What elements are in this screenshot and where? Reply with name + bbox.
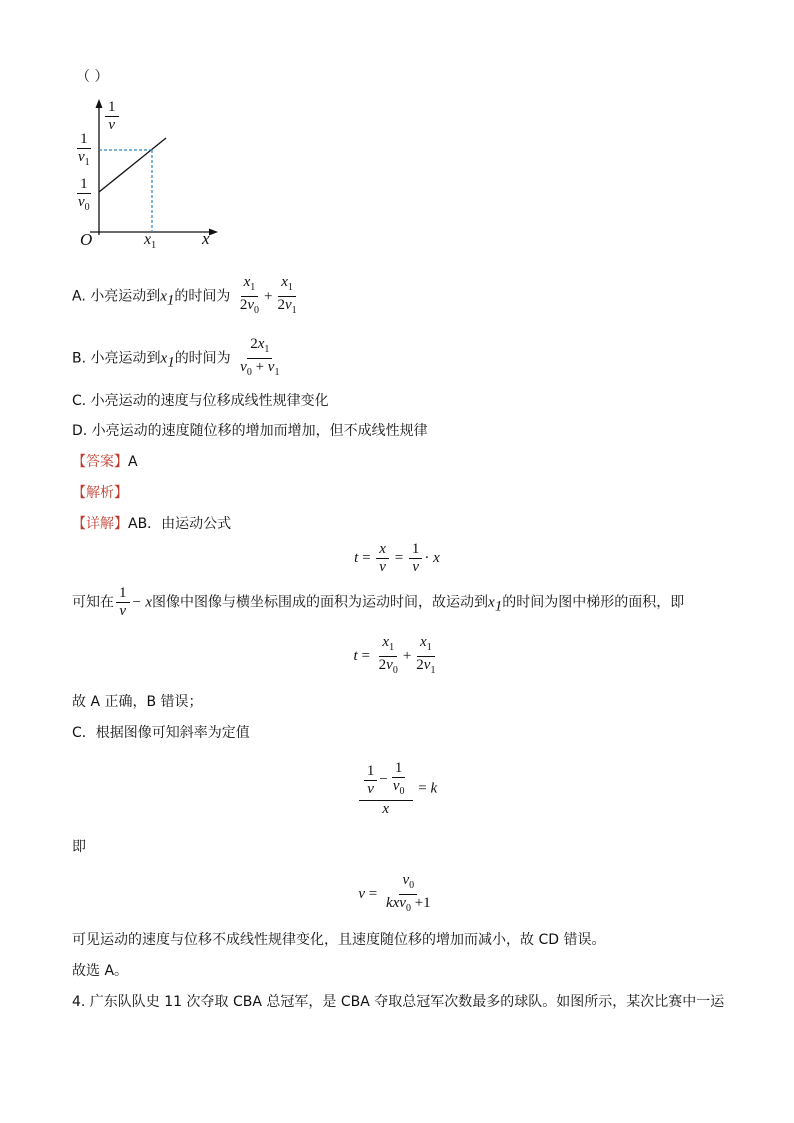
x1-var: x [144, 231, 152, 248]
detail-line [72, 514, 231, 534]
y-axis-label [105, 99, 119, 134]
para1-mid: 图像中图像与横坐标围成的面积为运动时间，故运动到 [152, 594, 489, 611]
tick-v0-num: 1 [77, 176, 91, 194]
question-4: 4. 广东队队史 11 次夺取 CBA 总冠军，是 CBA 夺取总冠军次数最多的球队。如图所示，某次比赛中一运 [72, 994, 725, 1010]
option-a-var: x [160, 288, 167, 305]
para1-graph: − x [131, 594, 153, 611]
x-axis-arrow-icon [209, 229, 218, 236]
option-c: C. 小亮运动的速度与位移成线性规律变化 [72, 393, 329, 409]
y-label-den: v [108, 117, 116, 133]
option-a-prefix: A. 小亮运动到 [72, 288, 161, 305]
ab-conclusion: 故 A 正确，B 错误； [72, 694, 203, 710]
answer-value: A [128, 454, 138, 470]
y-label-num: 1 [105, 99, 119, 117]
tick-1-over-v1 [75, 131, 93, 171]
data-line [99, 138, 166, 192]
tick-v1-den: v [78, 149, 85, 165]
x1-sub: 1 [151, 240, 157, 252]
tick-v0-sub: 0 [84, 202, 90, 213]
tick-1-over-v0 [75, 176, 93, 216]
option-b-sub: 1 [167, 354, 175, 371]
detail-label: 【详解】 [72, 516, 128, 532]
para1-sub: 1 [494, 598, 503, 615]
option-a-frac1: $\frac{x_1}{2v_0}$ [239, 274, 260, 316]
detail-text: AB．由运动公式 [128, 516, 232, 532]
para1-var: x [488, 594, 495, 611]
option-a-suffix: 的时间为 [174, 288, 231, 305]
option-b [72, 336, 284, 381]
option-b-prefix: B. 小亮运动到 [72, 350, 161, 367]
option-d: D. 小亮运动的速度随位移的增加而增加，但不成线性规律 [72, 423, 428, 439]
graph [70, 95, 230, 255]
option-a-frac2: $\frac{x_1}{2v_1}$ [277, 274, 297, 316]
tick-v1-num: 1 [77, 131, 91, 149]
option-b-suffix: 的时间为 [174, 350, 231, 367]
equation-t-x-over-v: t = $\frac{x}{v}$ = $\frac{1}{v}$ · x [354, 541, 440, 575]
ji: 即 [72, 839, 86, 855]
para1-prefix: 可知在 [72, 594, 114, 611]
choose-answer: 故选 A。 [72, 963, 129, 979]
para1-frac: $\frac{1}{v}$ [116, 585, 130, 620]
c-conclusion: 可见运动的速度与位移不成线性规律变化，且速度随位移的增加而减小，故 CD 错误。 [72, 932, 606, 948]
origin-label: O [80, 230, 93, 249]
option-b-var: x [160, 350, 168, 367]
option-a: A. 小亮运动到$x_1$的时间为 $\frac{x_1}{2v_0}$ + $\frac{x_1}{2v_1}$ [72, 274, 302, 319]
para1-suffix: 的时间为图中梯形的面积，即 [502, 594, 685, 611]
equation-v: v = $\frac{v_0}{kxv_0 +1}$ [358, 872, 431, 914]
option-b-frac: $\frac{2x_1}{v_0 + v_1}$ [240, 336, 280, 378]
answer-parentheses: （ ） [76, 69, 109, 85]
paragraph-area [72, 585, 684, 620]
y-axis-arrow-icon [96, 99, 103, 108]
tick-v0-den: v [78, 194, 85, 210]
c-intro: C．根据图像可知斜率为定值 [72, 725, 250, 741]
equation-trapezoid-area: t = $\frac{x_1}{2v_0}$ + $\frac{x_1}{2v_1}$ [353, 634, 436, 676]
x-axis-label: x [202, 229, 210, 248]
answer-line [72, 452, 138, 472]
option-a-sub: 1 [166, 292, 175, 309]
tick-v1-sub: 1 [84, 157, 90, 168]
x1-tick-label [144, 231, 156, 251]
analysis-label: 【解析】 [72, 485, 128, 501]
answer-label: 【答案】 [72, 454, 128, 470]
equation-slope: $\frac{1}{v}$ − $\frac{1}{v_0}$ x = k [0, 760, 794, 818]
